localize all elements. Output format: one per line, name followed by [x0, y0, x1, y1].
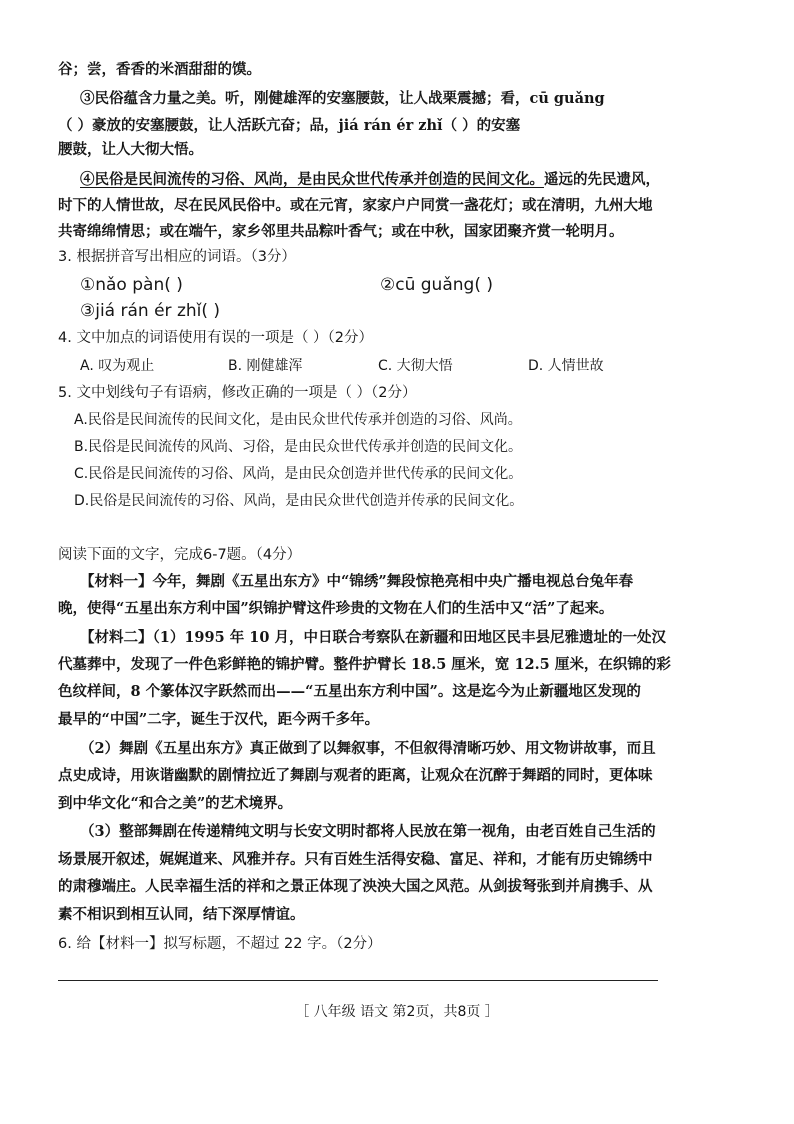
reading-heading: 阅读下面的文字，完成6-7题。（4分）	[58, 547, 302, 563]
passage-item4-line1	[80, 170, 660, 190]
q3-stem: 3. 根据拼音写出相应的词语。（3分）	[58, 249, 296, 265]
q4-option-a: A. 叹为观止	[80, 358, 155, 374]
material2-line7: 到中华文化“和合之美”的艺术境界。	[58, 795, 293, 812]
material1-line1: 【材料一】今年，舞剧《五星出东方》中“锦绣”舞段惊艳亮相中央广播电视总台兔年春	[80, 573, 634, 590]
passage-item3-line2: （ ）豪放的安塞腰鼓，让人活跃亢奋；品，jiá rán ér zhǐ（ ）的安塞	[58, 117, 521, 134]
q6-stem: 6. 给【材料一】拟写标题，不超过 22 字。（2分）	[58, 936, 382, 952]
q5-stem: 5. 文中划线句子有语病，修改正确的一项是（ ）（2分）	[58, 385, 417, 401]
q4-option-c: C. 大彻大悟	[378, 358, 453, 374]
material2-line10: 的肃穆端庄。人民幸福生活的祥和之景正体现了泱泱大国之风范。从剑拔弩张到并肩携手、从	[58, 878, 653, 895]
q5-option-a: A.民俗是民间流传的民间文化，是由民众世代传承并创造的习俗、风尚。	[74, 412, 522, 428]
material2-line4: 最早的“中国”二字，诞生于汉代，距今两千多年。	[58, 711, 380, 728]
material1-line2: 晚，使得“五星出东方利中国”织锦护臂这件珍贵的文物在人们的生活中又“活”了起来。	[58, 600, 614, 617]
material2-line11: 素不相识到相互认同，结下深厚情谊。	[58, 906, 305, 923]
material2-line8: （3）整部舞剧在传递精纯文明与长安文明时都将人民放在第一视角，由老百姓自己生活的	[80, 823, 656, 840]
passage-item3-line1: ③民俗蕴含力量之美。听，刚健雄浑的安塞腰鼓，让人战栗震撼；看，cū guǎng	[80, 90, 605, 107]
material2-line3: 色纹样间，8 个篆体汉字跃然而出——“五星出东方利中国”。这是迄今为止新疆地区发现的	[58, 683, 641, 700]
q4-stem: 4. 文中加点的词语使用有误的一项是（ ）（2分）	[58, 330, 374, 346]
passage-item4-line1-rest: 遥远的先民遗风，	[544, 171, 660, 188]
page-footer: ［ 八年级 语文 第2页，共8页 ］	[295, 1004, 499, 1020]
passage-line-intro-end: 谷；尝，香香的米酒甜甜的馍。	[58, 61, 261, 78]
passage-item4-line3: 共寄绵绵情思；或在端午，家乡邻里共品粽叶香气；或在中秋，国家团聚齐赏一轮明月。	[58, 223, 624, 240]
passage-item3-line3: 腰鼓，让人大彻大悟。	[58, 141, 203, 158]
material2-line9: 场景展开叙述，娓娓道来、风雅并存。只有百姓生活得安稳、富足、祥和，才能有历史锦绣中	[58, 851, 653, 868]
q3-pinyin-2: ②cū guǎng( )	[380, 275, 493, 295]
answer-line-divider	[58, 980, 658, 981]
material2-line5: （2）舞剧《五星出东方》真正做到了以舞叙事，不但叙得清晰巧妙、用文物讲故事，而且	[80, 740, 656, 757]
q5-option-c: C.民俗是民间流传的习俗、风尚，是由民众创造并世代传承的民间文化。	[74, 466, 523, 482]
underlined-sentence: ④民俗是民间流传的习俗、风尚，是由民众世代传承并创造的民间文化。	[80, 171, 544, 188]
material2-line2: 代墓葬中，发现了一件色彩鲜艳的锦护臂。整件护臂长 18.5 厘米，宽 12.5 厘米，在织锦的彩	[58, 656, 671, 673]
material2-line1: 【材料二】（1）1995 年 10 月，中日联合考察队在新疆和田地区民丰县尼雅遗址的一处汉	[80, 629, 667, 646]
q5-option-b: B.民俗是民间流传的风尚、习俗，是由民众世代传承并创造的民间文化。	[74, 439, 523, 455]
q4-option-b: B. 刚健雄浑	[228, 358, 303, 374]
q5-option-d: D.民俗是民间流传的习俗、风尚，是由民众世代创造并传承的民间文化。	[74, 493, 524, 509]
q4-option-d: D. 人情世故	[528, 358, 604, 374]
material2-line6: 点史成诗，用诙谐幽默的剧情拉近了舞剧与观者的距离，让观众在沉醉于舞蹈的同时，更体味	[58, 767, 653, 784]
q3-pinyin-1: ①nǎo pàn( )	[80, 275, 183, 295]
passage-item4-line2: 时下的人情世故，尽在民风民俗中。或在元宵，家家户户同赏一盏花灯；或在清明，九州大地	[58, 197, 653, 214]
q3-pinyin-3: ③jiá rán ér zhǐ( )	[80, 301, 221, 321]
